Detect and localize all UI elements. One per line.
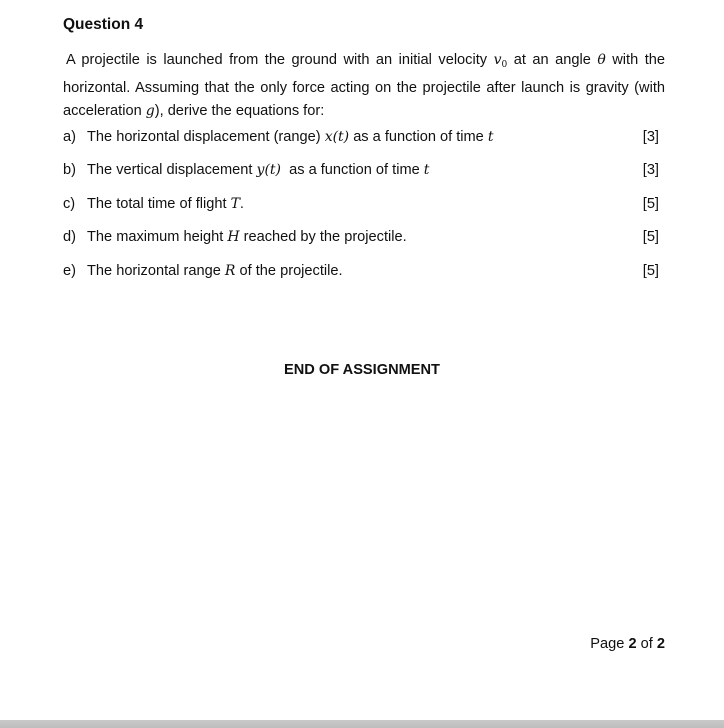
theta-symbol: θ xyxy=(597,52,606,68)
question-item-e xyxy=(63,263,659,283)
question-item-c xyxy=(63,196,659,216)
g-symbol: g xyxy=(145,103,155,119)
item-marks: [5] xyxy=(642,263,659,279)
question-item-b xyxy=(63,162,659,182)
question-item-d xyxy=(63,229,659,249)
intro-text-3: with the horizontal. Assuming that the only force acting on the projectile after launch is gravity (with acceleration xyxy=(63,52,665,119)
item-text: The total time of flight T. xyxy=(87,196,244,212)
question-item-a xyxy=(63,129,659,149)
item-label: d) xyxy=(63,229,76,245)
item-text: The maximum height H reached by the projectile. xyxy=(87,229,407,245)
item-label: b) xyxy=(63,162,76,178)
item-text: The horizontal range R of the projectile. xyxy=(87,263,343,279)
page-number: Page 2 of 2 xyxy=(590,636,665,652)
item-marks: [5] xyxy=(642,196,659,212)
question-title: Question 4 xyxy=(63,16,144,33)
intro-text-1: A projectile is launched from the ground with an initial velocity xyxy=(66,52,494,68)
item-marks: [5] xyxy=(642,229,659,245)
item-label: e) xyxy=(63,263,76,279)
end-of-assignment: END OF ASSIGNMENT xyxy=(284,362,440,378)
question-intro xyxy=(63,49,665,123)
intro-text-2: at an angle xyxy=(507,52,598,68)
page-bottom-edge xyxy=(0,720,724,728)
item-label: c) xyxy=(63,196,76,212)
item-text: The vertical displacement y(t) as a function of time t xyxy=(87,162,430,178)
item-marks: [3] xyxy=(642,129,659,145)
item-label: a) xyxy=(63,129,76,145)
item-text: The horizontal displacement (range) x(t) as a function of time t xyxy=(87,129,494,145)
intro-text-4: ), derive the equations for: xyxy=(154,103,325,119)
v0-symbol: $v_0$ xyxy=(493,52,508,70)
item-marks: [3] xyxy=(642,162,659,178)
